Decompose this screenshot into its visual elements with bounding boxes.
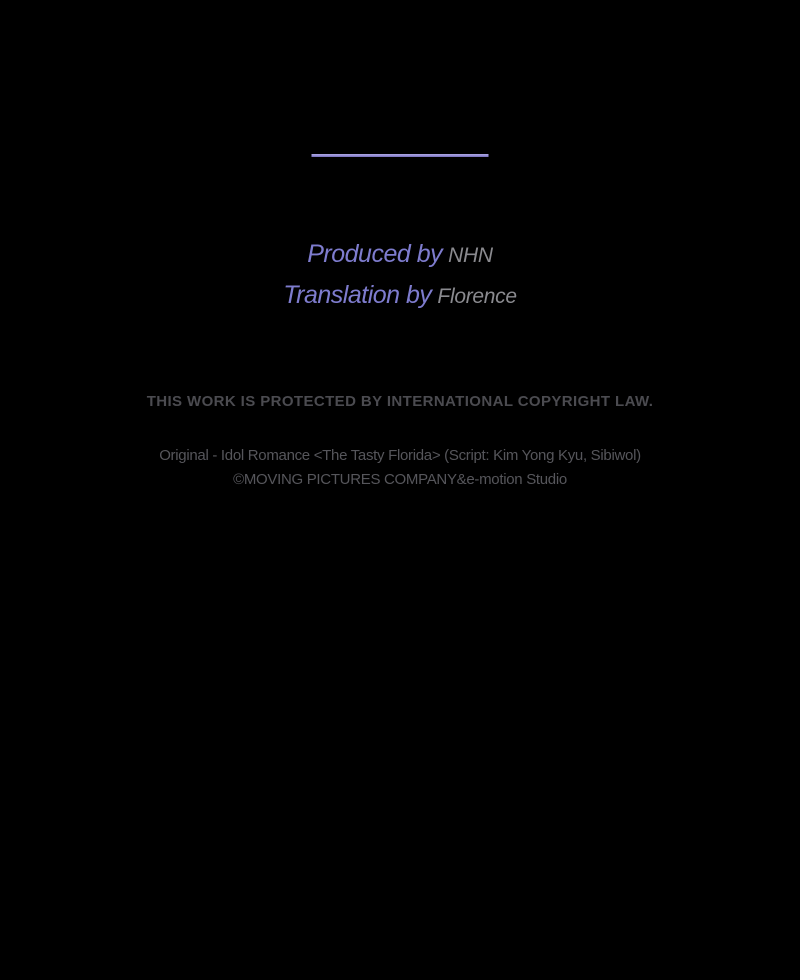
- produced-by-line: [0, 240, 800, 269]
- translator-name: Florence: [437, 285, 517, 308]
- copyright-notice: THIS WORK IS PROTECTED BY INTERNATIONAL COPYRIGHT LAW.: [146, 393, 654, 410]
- divider-line: [312, 154, 489, 157]
- producer-name: NHN: [448, 244, 493, 267]
- studio-credit: ©MOVING PICTURES COMPANY&e-motion Studio: [233, 471, 567, 488]
- translation-by-line: [0, 281, 800, 310]
- produced-by-label: Produced by: [307, 240, 443, 268]
- translation-by-label: Translation by: [283, 281, 432, 309]
- original-work-credit: Original - Idol Romance <The Tasty Florida> (Script: Kim Yong Kyu, Sibiwol): [159, 447, 641, 464]
